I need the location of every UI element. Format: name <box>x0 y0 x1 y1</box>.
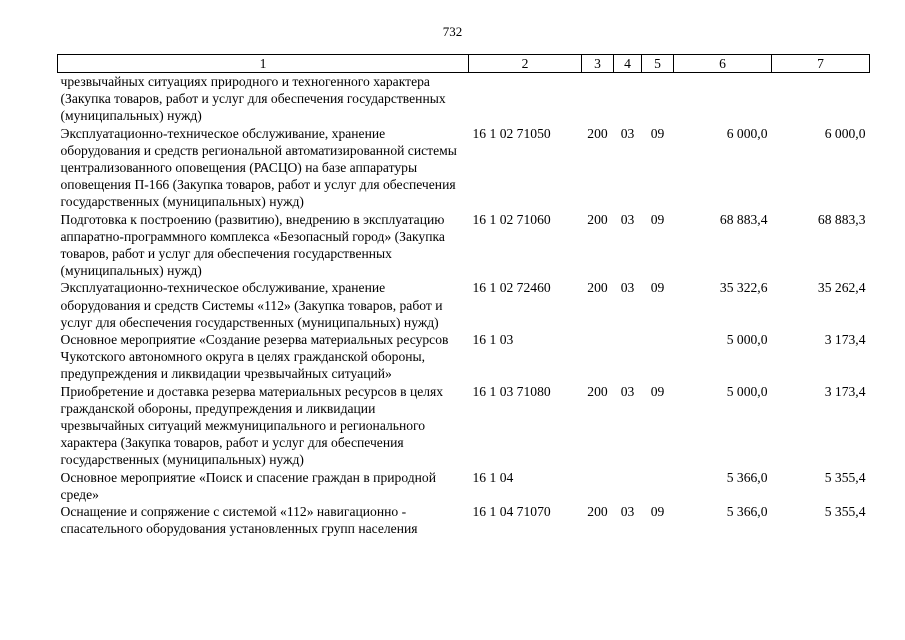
row-col-5: 09 <box>650 504 665 520</box>
row-col-6: 5 366,0 <box>726 469 768 485</box>
table-row <box>58 469 870 503</box>
table-row <box>58 73 870 125</box>
row-code: 16 1 04 71070 <box>472 504 551 520</box>
row-col-7: 5 355,4 <box>824 504 866 520</box>
row-col-5 <box>642 469 674 503</box>
row-name: чрезвычайных ситуациях природного и техногенного характера (Закупка товаров, работ и услуг для обеспечения государственных (муниципальных) нужд) <box>60 74 446 124</box>
row-col-7: 35 262,4 <box>817 280 866 296</box>
row-code: 16 1 02 71060 <box>472 211 551 227</box>
row-col-3: 200 <box>587 211 608 227</box>
table-row <box>58 279 870 331</box>
row-col-4 <box>614 73 642 125</box>
table-row <box>58 125 870 211</box>
row-col-7: 5 355,4 <box>824 469 866 485</box>
row-col-7: 68 883,3 <box>817 211 866 227</box>
row-name: Эксплуатационно-техническое обслуживание, хранение оборудования и средств региональной автоматизированной системы централизованного оповещения (РАСЦО) на базе аппаратуры оповещения П-166 (Закупка товаров, работ и услуг для обеспечения государственных (муниципальных) нужд) <box>60 125 457 210</box>
row-code: 16 1 03 <box>472 332 514 348</box>
row-code <box>469 73 582 125</box>
row-name: Основное мероприятие «Создание резерва материальных ресурсов Чукотского автономного округа в целях гражданской обороны, предупреждения и ликвидации чрезвычайных ситуаций» <box>60 332 449 382</box>
row-col-6: 5 000,0 <box>726 383 768 399</box>
row-col-4: 03 <box>620 504 635 520</box>
row-col-3 <box>582 331 614 383</box>
row-col-7: 3 173,4 <box>824 332 866 348</box>
table-row <box>58 383 870 469</box>
row-col-4: 03 <box>620 211 635 227</box>
row-code: 16 1 02 72460 <box>472 280 551 296</box>
row-col-4 <box>614 331 642 383</box>
row-col-4: 03 <box>620 280 635 296</box>
table-row <box>58 331 870 383</box>
row-col-3: 200 <box>587 383 608 399</box>
table-row <box>58 503 870 537</box>
row-name: Основное мероприятие «Поиск и спасение граждан в природной среде» <box>60 469 436 502</box>
row-col-5: 09 <box>650 280 665 296</box>
row-col-4: 03 <box>620 383 635 399</box>
row-col-5: 09 <box>650 383 665 399</box>
row-col-5: 09 <box>650 125 665 141</box>
row-col-6: 6 000,0 <box>726 125 768 141</box>
row-col-3: 200 <box>587 504 608 520</box>
row-name: Эксплуатационно-техническое обслуживание, хранение оборудования и средств Системы «112» (Закупка товаров, работ и услуг для обеспечения государственных (муниципальных) нужд) <box>60 280 443 330</box>
header-col-6: 6 <box>674 55 772 73</box>
row-col-6: 68 883,4 <box>719 211 768 227</box>
page-number: 732 <box>442 24 463 39</box>
row-col-7: 6 000,0 <box>824 125 866 141</box>
row-code: 16 1 04 <box>472 469 514 485</box>
header-col-3: 3 <box>582 55 614 73</box>
row-col-4 <box>614 469 642 503</box>
row-col-4: 03 <box>620 125 635 141</box>
row-col-6 <box>674 73 772 125</box>
row-col-5: 09 <box>650 211 665 227</box>
header-col-1: 1 <box>58 55 469 73</box>
header-col-5: 5 <box>642 55 674 73</box>
row-name: Оснащение и сопряжение с системой «112» навигационно - спасательного оборудования установленных групп населения <box>60 504 418 537</box>
row-code: 16 1 02 71050 <box>472 125 551 141</box>
table-row <box>58 211 870 280</box>
row-col-3: 200 <box>587 125 608 141</box>
row-col-7 <box>772 73 870 125</box>
row-col-5 <box>642 331 674 383</box>
row-name: Подготовка к построению (развитию), внедрению в эксплуатацию аппаратно-программного комплекса «Безопасный город» (Закупка товаров, работ и услуг для обеспечения государственных (муниципальных) нужд) <box>60 211 445 279</box>
header-col-4: 4 <box>614 55 642 73</box>
row-col-6: 35 322,6 <box>719 280 768 296</box>
header-col-2: 2 <box>469 55 582 73</box>
row-col-5 <box>642 73 674 125</box>
row-col-3 <box>582 469 614 503</box>
row-col-7: 3 173,4 <box>824 383 866 399</box>
budget-table <box>57 54 870 537</box>
row-col-3: 200 <box>587 280 608 296</box>
row-col-6: 5 000,0 <box>726 332 768 348</box>
table-header-row <box>58 55 870 73</box>
header-col-7: 7 <box>772 55 870 73</box>
row-col-3 <box>582 73 614 125</box>
row-code: 16 1 03 71080 <box>472 383 551 399</box>
row-col-6: 5 366,0 <box>726 504 768 520</box>
row-name: Приобретение и доставка резерва материальных ресурсов в целях гражданской обороны, предупреждения и ликвидации чрезвычайных ситуаций межмуниципального и регионального характера (Закупка товаров, работ и услуг для обеспечения государственных (муниципальных) нужд) <box>60 383 444 468</box>
